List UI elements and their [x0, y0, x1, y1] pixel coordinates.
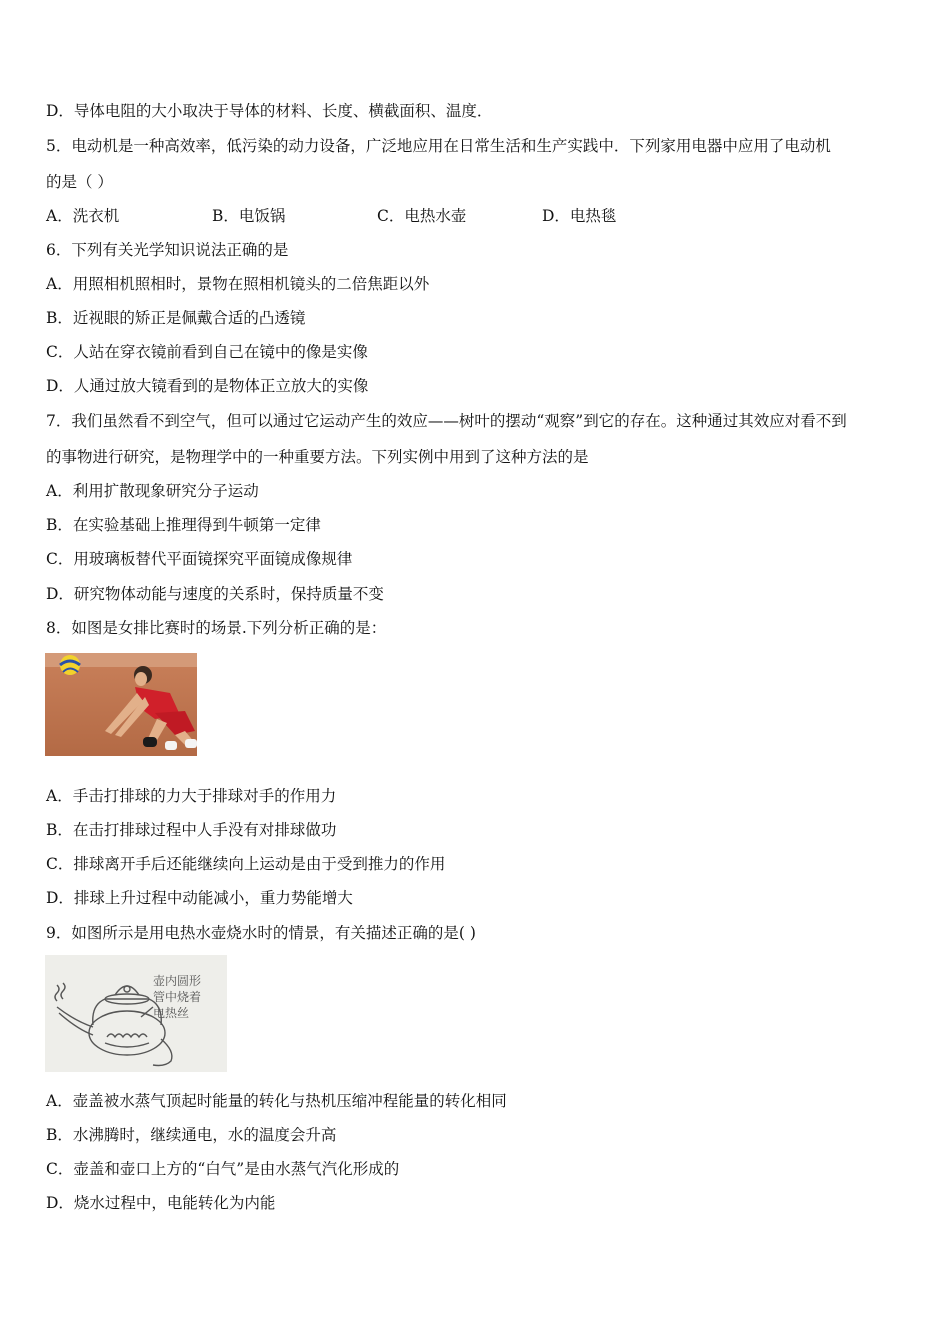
question-9-option-d: D．烧水过程中，电能转化为内能	[46, 1194, 276, 1212]
question-9-option-c: C．壶盖和壶口上方的“白气”是由水蒸气汽化形成的	[46, 1160, 400, 1178]
volleyball-photo	[45, 653, 197, 756]
question-5-option-c: C．电热水壶	[377, 207, 467, 225]
question-8-option-d: D．排球上升过程中动能减小，重力势能增大	[46, 889, 353, 907]
question-9-option-b: B．水沸腾时，继续通电，水的温度会升高	[46, 1126, 337, 1144]
question-6-option-b: B．近视眼的矫正是佩戴合适的凸透镜	[46, 309, 306, 327]
kettle-figure-labels	[153, 973, 201, 1021]
question-5-option-b: B．电饭锅	[212, 207, 286, 225]
question-5-options	[46, 205, 746, 227]
question-6-option-d: D．人通过放大镜看到的是物体正立放大的实像	[46, 377, 369, 395]
question-7-option-a: A．利用扩散现象研究分子运动	[46, 482, 259, 500]
question-6-stem: 6．下列有关光学知识说法正确的是	[46, 241, 289, 259]
question-7-option-d: D．研究物体动能与速度的关系时，保持质量不变	[46, 585, 384, 603]
question-6-option-c: C．人站在穿衣镜前看到自己在镜中的像是实像	[46, 343, 368, 361]
question-5-stem: 5．电动机是一种高效率，低污染的动力设备，广泛地应用在日常生活和生产实践中．下列家用电器中应用了电动机	[46, 137, 831, 155]
question-6-option-a: A．用照相机照相时，景物在照相机镜头的二倍焦距以外	[46, 275, 430, 293]
question-5-option-d: D．电热毯	[542, 207, 617, 225]
question-8-option-b: B．在击打排球过程中人手没有对排球做功	[46, 821, 337, 839]
kettle-figure	[45, 955, 227, 1072]
question-9-option-a: A．壶盖被水蒸气顶起时能量的转化与热机压缩冲程能量的转化相同	[46, 1092, 507, 1110]
kettle-label-1: 壶内圆形	[153, 974, 202, 988]
question-8-option-c: C．排球离开手后还能继续向上运动是由于受到推力的作用	[46, 855, 446, 873]
question-7-option-b: B．在实验基础上推理得到牛顿第一定律	[46, 516, 321, 534]
question-7-stem: 7．我们虽然看不到空气，但可以通过它运动产生的效应——树叶的摆动“观察”到它的存在。这种通过其效应对看不到	[46, 412, 847, 430]
question-7-option-c: C．用玻璃板替代平面镜探究平面镜成像规律	[46, 550, 353, 568]
kettle-label-2: 管中烧着	[153, 990, 202, 1004]
question-5-stem-cont: 的是（ ）	[46, 173, 113, 191]
kettle-label-3: 电热丝	[153, 1006, 190, 1020]
question-4-option-d: D．导体电阻的大小取决于导体的材料、长度、横截面积、温度．	[46, 102, 493, 120]
question-8-stem: 8．如图是女排比赛时的场景.下列分析正确的是：	[46, 619, 387, 637]
question-7-stem-cont: 的事物进行研究，是物理学中的一种重要方法。下列实例中用到了这种方法的是	[46, 448, 589, 466]
question-5-option-a: A．洗衣机	[46, 207, 120, 225]
question-8-option-a: A．手击打排球的力大于排球对手的作用力	[46, 787, 337, 805]
question-9-stem: 9．如图所示是用电热水壶烧水时的情景，有关描述正确的是( )	[46, 924, 476, 942]
